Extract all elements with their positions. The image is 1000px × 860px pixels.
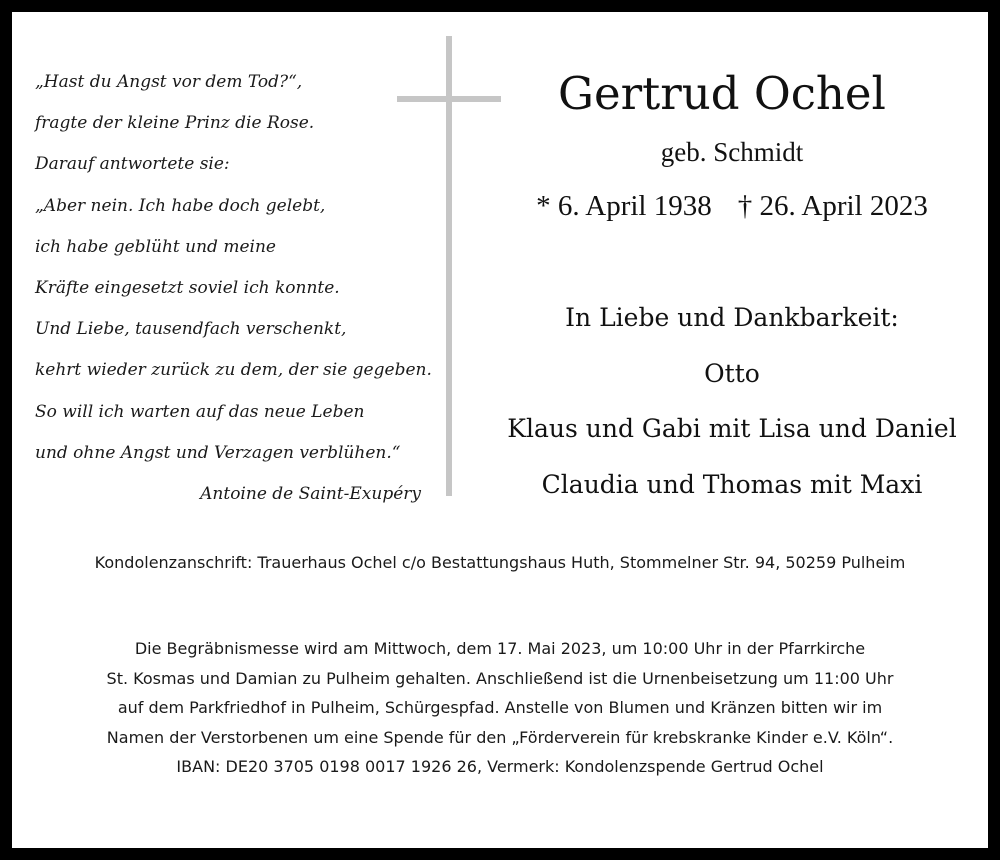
poem-line: kehrt wieder zurück zu dem, der sie gegeben.	[35, 360, 432, 381]
life-dates	[482, 184, 982, 228]
condolence-address: Kondolenzanschrift: Trauerhaus Ochel c/o Bestattungshaus Huth, Stommelner Str. 94, 50259 Pulheim	[94, 553, 906, 572]
poem-author: Antoine de Saint-Exupéry	[200, 484, 421, 504]
poem-line: fragte der kleine Prinz die Rose.	[35, 113, 315, 134]
poem-line: Und Liebe, tausendfach verschenkt,	[35, 319, 347, 340]
poem-line: Darauf antwortete sie:	[35, 154, 230, 175]
notice-line: auf dem Parkfriedhof in Pulheim, Schürgespfad. Anstelle von Blumen und Kränzen bitten wir im	[117, 698, 883, 717]
cross-icon-vertical-bar	[446, 36, 452, 496]
notice-line: IBAN: DE20 3705 0198 0017 1926 26, Vermerk: Kondolenzspende Gertrud Ochel	[176, 757, 824, 776]
notice-line: Namen der Verstorbenen um eine Spende für den „Förderverein für krebskranke Kinder e.V. Köln“.	[106, 727, 894, 747]
notice-line: Die Begräbnismesse wird am Mittwoch, dem 17. Mai 2023, um 10:00 Uhr in der Pfarrkirche	[134, 639, 866, 658]
mourner-line: Klaus und Gabi mit Lisa und Daniel	[507, 414, 957, 443]
birth-date: * 6. April 1938	[536, 190, 712, 222]
maiden-name: geb. Schmidt	[660, 137, 804, 167]
poem-line: Kräfte eingesetzt soviel ich konnte.	[35, 277, 340, 298]
poem-line: ich habe geblüht und meine	[35, 236, 276, 257]
obituary-notice	[12, 12, 988, 848]
poem-line: „Aber nein. Ich habe doch gelebt,	[35, 195, 326, 216]
poem-line: und ohne Angst und Verzagen verblühen.“	[35, 442, 401, 463]
deceased-name: Gertrud Ochel	[558, 67, 886, 120]
death-date: † 26. April 2023	[737, 190, 928, 222]
service-notice	[12, 634, 988, 782]
poem-block	[35, 62, 435, 504]
poem-line: So will ich warten auf das neue Leben	[35, 401, 365, 422]
notice-line: St. Kosmas und Damian zu Pulheim gehalten. Anschließend ist die Urnenbeisetzung um 11:00 Uhr	[106, 668, 894, 688]
mourner-line: Claudia und Thomas mit Maxi	[541, 469, 923, 499]
mourners-block	[472, 290, 992, 512]
mourners-heading: In Liebe und Dankbarkeit:	[565, 303, 899, 332]
poem-line: „Hast du Angst vor dem Tod?“,	[35, 72, 303, 92]
mourner-line: Otto	[704, 358, 760, 388]
